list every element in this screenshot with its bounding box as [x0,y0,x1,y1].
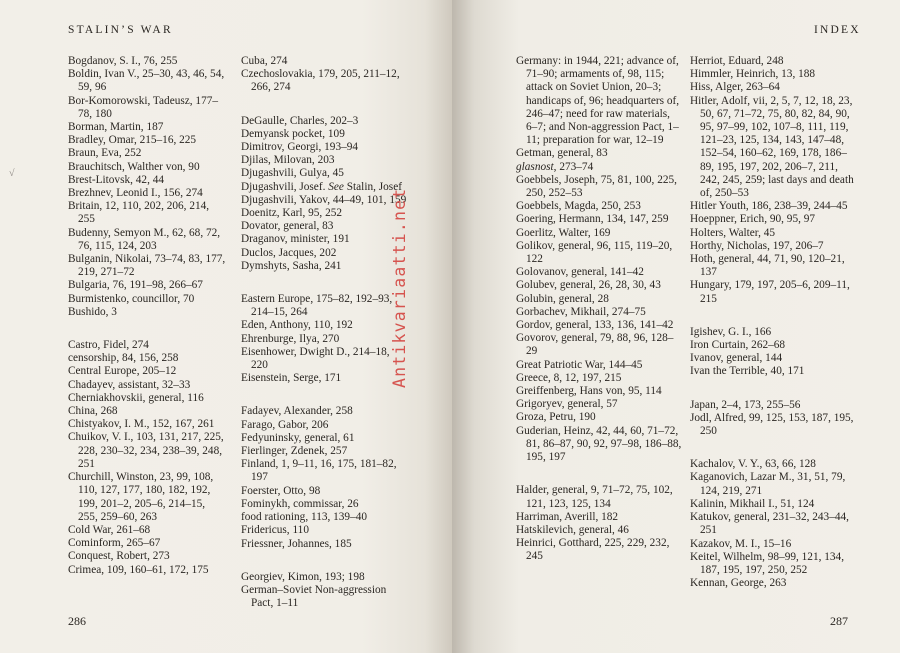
index-entry: Halder, general, 9, 71–72, 75, 102, 121, 123, 125, 134 [516,484,673,510]
letter-group-gap [241,273,407,293]
index-entry: food rationing, 113, 139–40 [241,511,368,524]
index-entry: censorship, 84, 156, 258 [68,352,179,365]
index-entry: Bor-Komorowski, Tadeusz, 177–78, 180 [68,94,219,120]
index-entry: Cherniakhovskii, general, 116 [68,391,204,404]
index-entry: Fadayev, Alexander, 258 [241,405,353,418]
index-entry: Harriman, Averill, 182 [516,510,619,523]
index-entry: Goering, Hermann, 134, 147, 259 [516,213,669,226]
index-entry: Kazakov, M. I., 15–16 [690,537,792,550]
index-entry: Hitler, Adolf, vii, 2, 5, 7, 12, 18, 23, 50, 67, 71–72, 75, 80, 82, 84, 90, 95, 97–99, 102, 107–8, 111, 119, 121–23, 125, 134, 143, 147–48, 152–54, 160–62, 169, 178, 186–89, 195, 197, 202, 206–7, 211, 242, 245, 259; last days and death of, 250–53 [690,94,854,200]
index-entry: Dovator, general, 83 [241,220,334,233]
index-entry: Guderian, Heinz, 42, 44, 60, 71–72, 81, 86–87, 90, 92, 97–98, 186–88, 195, 197 [516,424,682,464]
index-entry: China, 268 [68,405,118,418]
letter-group-gap [690,306,854,326]
index-entry: Iron Curtain, 262–68 [690,339,786,352]
index-entry: Hungary, 179, 197, 205–6, 209–11, 215 [690,279,850,305]
index-entry: Bogdanov, S. I., 76, 255 [68,55,178,67]
index-entry: Finland, 1, 9–11, 16, 175, 181–82, 197 [241,458,397,484]
index-entry: Great Patriotic War, 144–45 [516,358,643,371]
index-entry: Jodl, Alfred, 99, 125, 153, 187, 195, 250 [690,411,854,438]
index-entry: Georgiev, Kimon, 193; 198 [241,570,365,583]
index-entry: Golubev, general, 26, 28, 30, 43 [516,279,661,292]
index-entry: Braun, Eva, 252 [68,147,142,160]
index-entry: Farago, Gabor, 206 [241,418,329,431]
index-entry: Hiss, Alger, 263–64 [690,81,780,94]
watermark-stamp: Antikvariaatti.net [390,187,409,388]
index-entry: Doenitz, Karl, 95, 252 [241,207,343,220]
index-entry: Japan, 2–4, 173, 255–56 [690,398,801,411]
index-entry: Heinrici, Gotthard, 225, 229, 232, 245 [516,537,670,563]
index-entry: Friessner, Johannes, 185 [241,537,352,550]
index-entry: Goebbels, Joseph, 75, 81, 100, 225, 250, 252–53 [516,173,677,200]
index-entry: Groza, Petru, 190 [516,411,596,424]
index-entry: Goebbels, Magda, 250, 253 [516,200,641,213]
index-entry: Hoeppner, Erich, 90, 95, 97 [690,213,816,226]
right-page [452,0,900,653]
letter-group-gap [68,319,226,339]
letter-group-gap [241,95,407,115]
index-column-3 [516,55,682,564]
index-entry: Brezhnev, Leonid I., 156, 274 [68,187,203,200]
index-entry: Cuba, 274 [241,55,288,67]
index-entry: Kennan, George, 263 [690,577,787,590]
index-entry: Chuikov, V. I., 103, 131, 217, 225, 228, 230–32, 234, 238–39, 248, 251 [68,431,224,470]
index-entry: Churchill, Winston, 23, 99, 108, 110, 127, 177, 180, 182, 192, 199, 201–2, 205–6, 214–15, 255, 259–60, 263 [68,471,214,523]
index-entry: Budenny, Semyon M., 62, 68, 72, 76, 115, 124, 203 [68,226,221,252]
index-entry: Dimitrov, Georgi, 193–94 [241,141,359,154]
letter-group-gap [516,464,682,484]
index-entry: Djugashvili, Josef. See Stalin, Josef [241,180,402,193]
index-entry: Getman, general, 83 [516,147,608,160]
index-entry: Igishev, G. I., 166 [690,325,772,338]
index-entry: Eden, Anthony, 110, 192 [241,319,353,332]
index-entry: Ivan the Terrible, 40, 171 [690,365,805,378]
index-entry: Draganov, minister, 191 [241,233,350,246]
index-entry: Ehrenburge, Ilya, 270 [241,332,340,345]
index-entry: Demyansk pocket, 109 [241,127,345,140]
letter-group-gap [690,438,854,458]
index-entry: Crimea, 109, 160–61, 172, 175 [68,563,209,576]
index-entry: Hitler Youth, 186, 238–39, 244–45 [690,200,848,213]
letter-group-gap [690,379,854,399]
running-head-left: STALIN’S WAR [68,24,173,36]
index-entry: Himmler, Heinrich, 13, 188 [690,68,816,81]
index-entry: Cold War, 261–68 [68,523,151,536]
index-entry: Kaganovich, Lazar M., 31, 51, 79, 124, 219, 271 [690,471,846,497]
running-head-right: INDEX [814,24,861,36]
index-entry: Borman, Martin, 187 [68,121,164,134]
index-entry: Castro, Fidel, 274 [68,339,149,352]
index-entry: Horthy, Nicholas, 197, 206–7 [690,239,824,252]
index-entry: Fierlinger, Zdenek, 257 [241,445,348,458]
index-entry: Fridericus, 110 [241,524,309,537]
index-entry: DeGaulle, Charles, 202–3 [241,114,359,127]
index-column-2 [241,55,407,610]
index-entry: glasnost, 273–74 [516,160,594,173]
index-entry: Ivanov, general, 144 [690,352,783,365]
index-entry: Chadayev, assistant, 32–33 [68,378,191,391]
index-entry: Brauchitsch, Walther von, 90 [68,160,200,173]
index-entry: Duclos, Jacques, 202 [241,246,337,259]
index-entry: German–Soviet Non-aggression Pact, 1–11 [241,583,387,610]
index-entry: Djilas, Milovan, 203 [241,154,335,167]
index-entry: Chistyakov, I. M., 152, 167, 261 [68,418,215,431]
index-entry: Grigoryev, general, 57 [516,398,618,411]
index-entry: Herriot, Eduard, 248 [690,55,784,67]
index-entry: Kalinin, Mikhail I., 51, 124 [690,497,815,510]
index-entry: Bradley, Omar, 215–16, 225 [68,134,197,147]
index-column-4 [690,55,854,590]
index-entry: Fedyuninsky, general, 61 [241,431,355,444]
page-number-right: 287 [830,614,848,628]
index-entry: Hoth, general, 44, 71, 90, 120–21, 137 [690,253,845,279]
index-entry: Britain, 12, 110, 202, 206, 214, 255 [68,200,210,226]
index-entry: Eisenstein, Serge, 171 [241,372,342,385]
index-entry: Foerster, Otto, 98 [241,484,321,497]
index-entry: Bulganin, Nikolai, 73–74, 83, 177, 219, 271–72 [68,253,226,279]
index-entry: Germany: in 1944, 221; advance of, 71–90; armaments of, 98, 115; attack on Soviet Union, 20–3; handicaps of, 96; headquarters of, 246–47; need for raw materials, 6–7; and Non-aggression Pact, 1–11; preparation for war, 12–19 [516,55,680,147]
index-entry: Central Europe, 205–12 [68,365,177,378]
index-entry: Kachalov, V. Y., 63, 66, 128 [690,458,816,471]
index-entry: Keitel, Wilhelm, 98–99, 121, 134, 187, 195, 197, 250, 252 [690,550,845,576]
index-entry: Golovanov, general, 141–42 [516,266,644,279]
index-entry: Katukov, general, 231–32, 243–44, 251 [690,511,849,537]
index-entry: Cominform, 265–67 [68,537,161,550]
index-column-1 [68,55,226,577]
index-entry: Bulgaria, 76, 191–98, 266–67 [68,279,203,292]
index-entry: Boldin, Ivan V., 25–30, 43, 46, 54, 59, 96 [68,68,225,94]
pencil-check-mark: √ [9,168,15,179]
index-entry: Dymshyts, Sasha, 241 [241,259,342,272]
index-entry: Greece, 8, 12, 197, 215 [516,371,622,384]
page-number-left: 286 [68,614,86,628]
index-entry: Govorov, general, 79, 88, 96, 128–29 [516,332,674,358]
index-entry: Holters, Walter, 45 [690,226,776,239]
index-entry: Brest-Litovsk, 42, 44 [68,173,165,186]
letter-group-gap [241,385,407,405]
letter-group-gap [241,551,407,571]
index-entry: Eastern Europe, 175–82, 192–93, 214–15, 264 [241,293,393,319]
index-entry: Conquest, Robert, 273 [68,550,170,563]
index-entry: Gorbachev, Mikhail, 274–75 [516,305,646,318]
index-entry: Hatskilevich, general, 46 [516,523,629,536]
index-entry: Greiffenberg, Hans von, 95, 114 [516,385,662,398]
index-entry: Bushido, 3 [68,305,117,318]
index-entry: Gordov, general, 133, 136, 141–42 [516,319,674,332]
index-entry: Djugashvili, Yakov, 44–49, 101, 159 [241,193,407,206]
index-entry: Goerlitz, Walter, 169 [516,226,611,239]
index-entry: Djugashvili, Gulya, 45 [241,167,344,180]
index-entry: Fominykh, commissar, 26 [241,497,359,510]
index-entry: Burmistenko, councillor, 70 [68,292,195,305]
index-entry: Golubin, general, 28 [516,292,609,305]
index-entry: Czechoslovakia, 179, 205, 211–12, 266, 274 [241,68,400,94]
index-entry: Golikov, general, 96, 115, 119–20, 122 [516,239,673,266]
index-entry: Eisenhower, Dwight D., 214–18, 220 [241,345,390,372]
